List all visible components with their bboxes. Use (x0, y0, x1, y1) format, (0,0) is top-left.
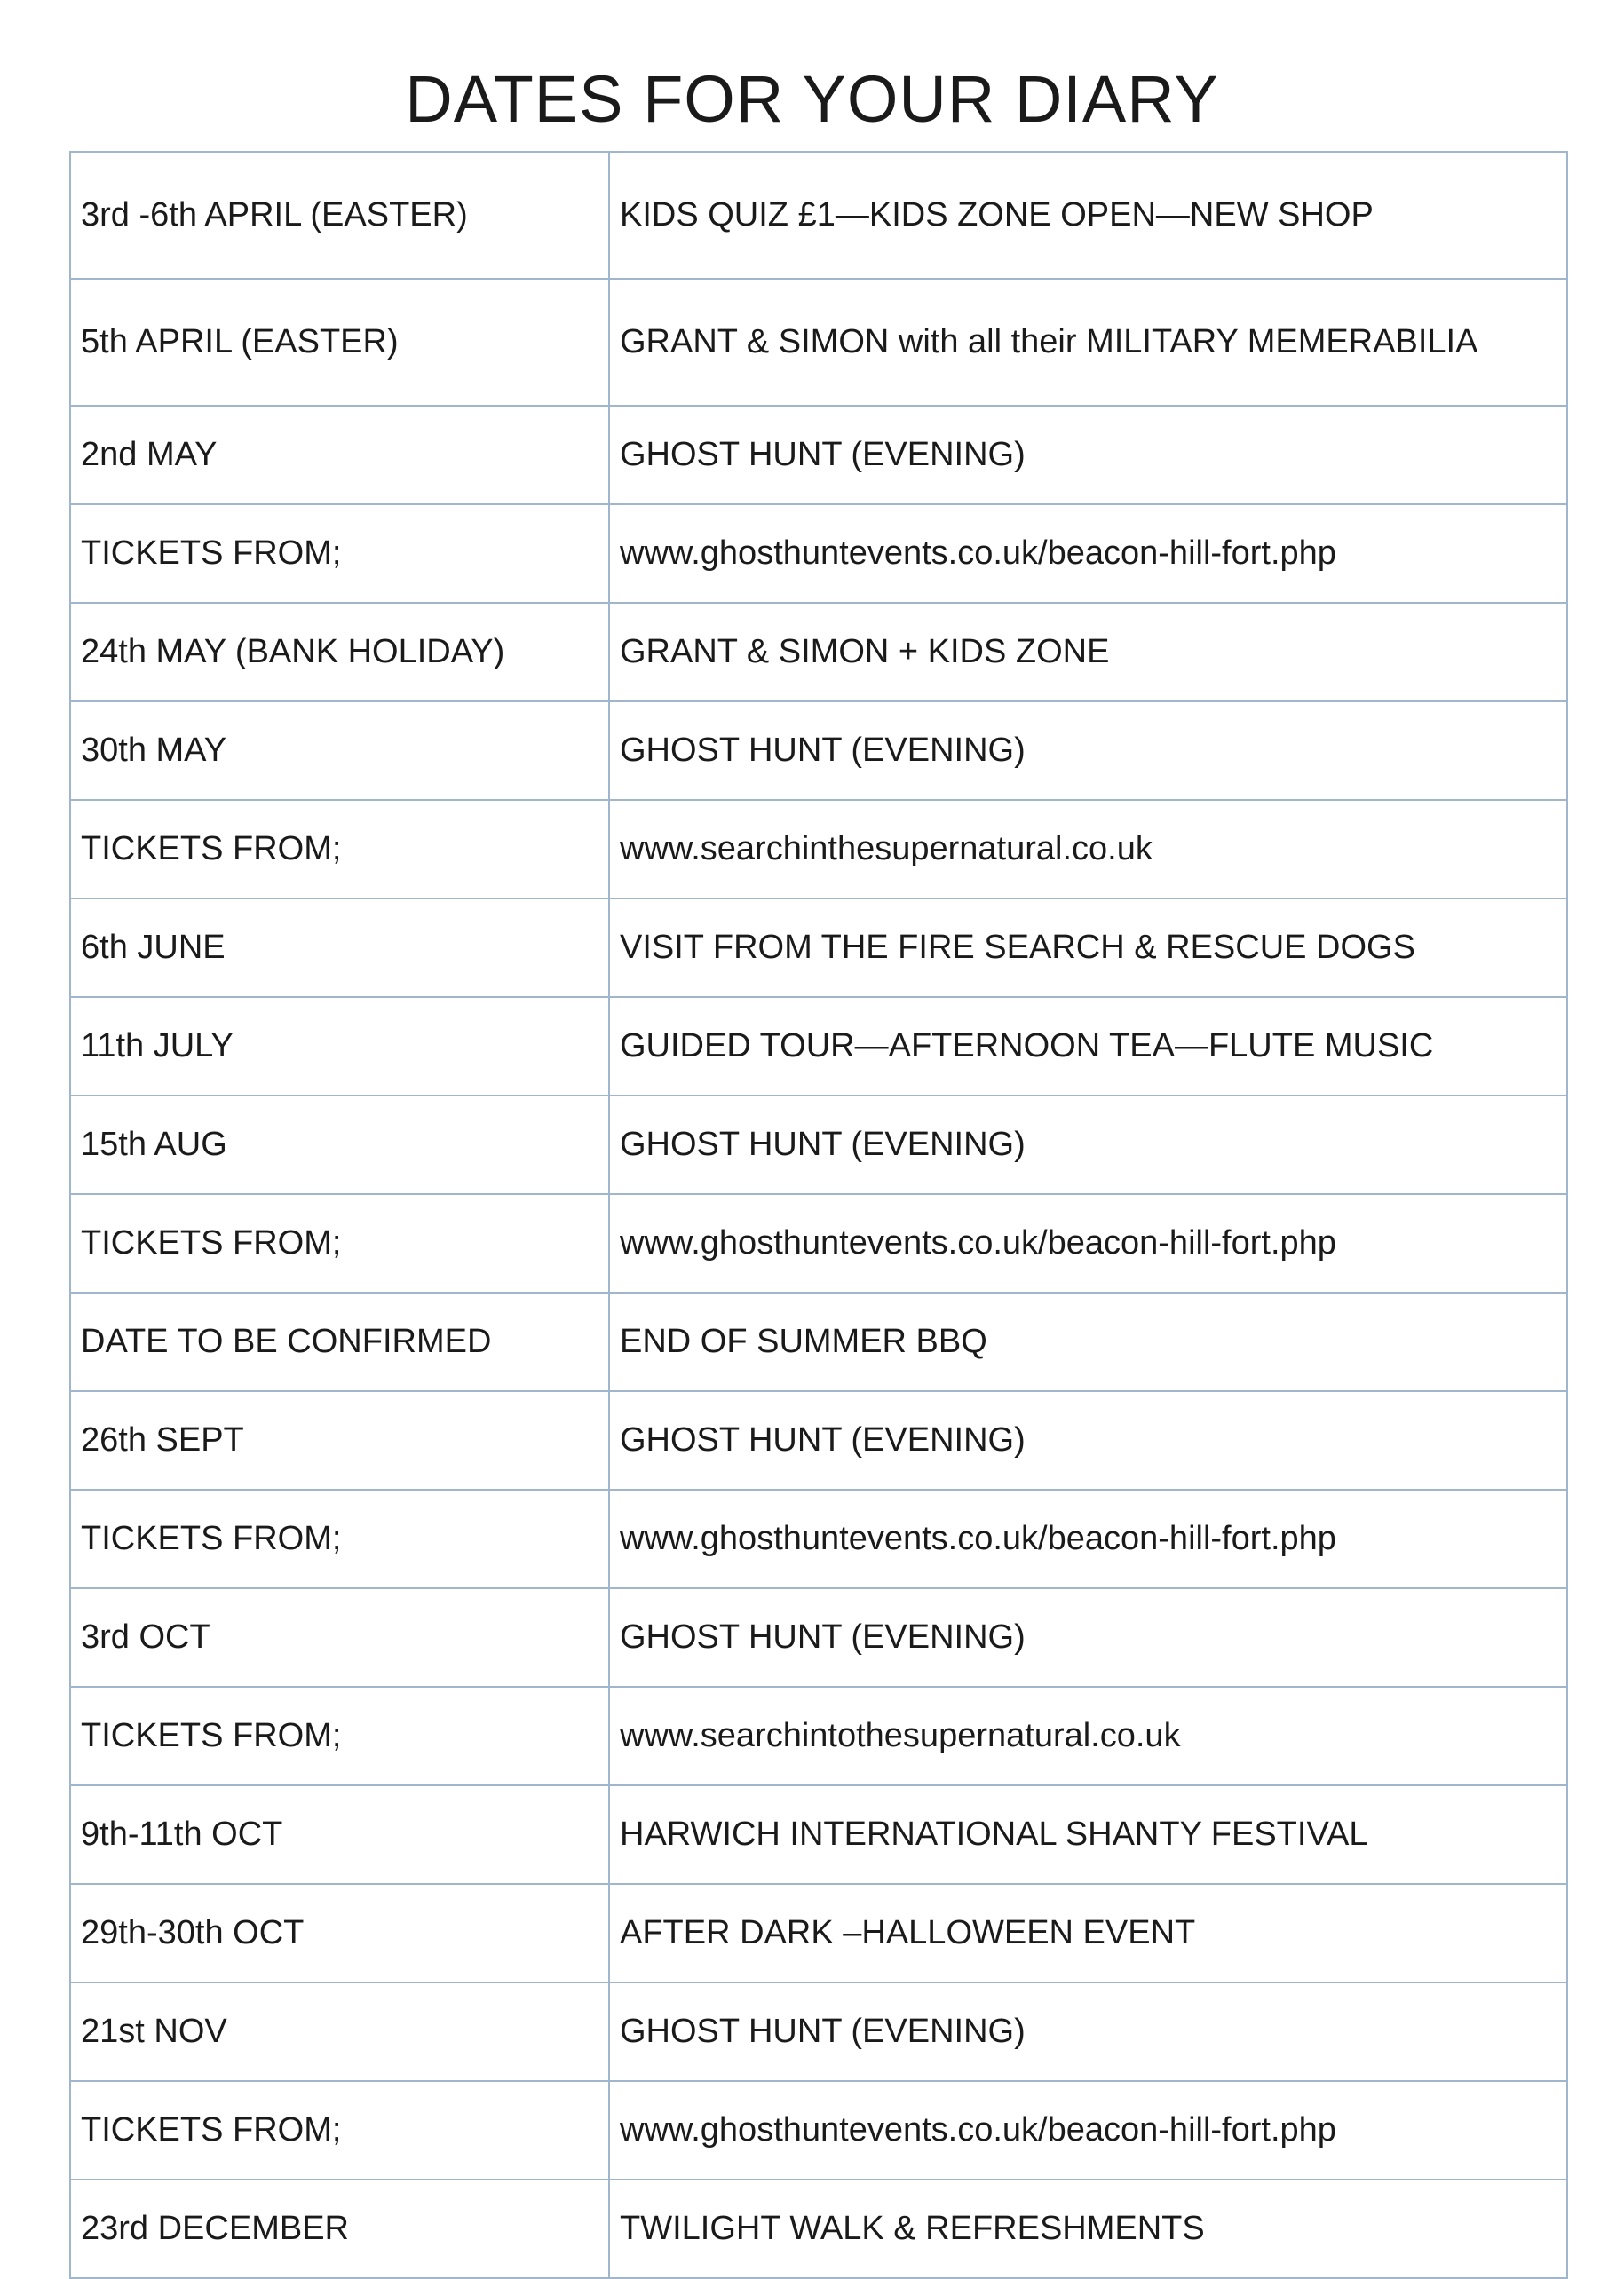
table-row (70, 1884, 1567, 1982)
event-cell: www.ghosthuntevents.co.uk/beacon-hill-fort.php (609, 1194, 1567, 1293)
date-cell: 6th JUNE (70, 898, 609, 997)
table-row (70, 1096, 1567, 1194)
event-cell: www.searchintothesupernatural.co.uk (609, 1687, 1567, 1785)
table-row (70, 1490, 1567, 1588)
event-cell: GHOST HUNT (EVENING) (609, 1982, 1567, 2081)
table-row (70, 1982, 1567, 2081)
date-cell: TICKETS FROM; (70, 1194, 609, 1293)
date-cell: 26th SEPT (70, 1391, 609, 1490)
date-cell: 11th JULY (70, 997, 609, 1096)
table-row (70, 152, 1567, 279)
table-row (70, 1293, 1567, 1391)
table-row (70, 2081, 1567, 2180)
table-row (70, 898, 1567, 997)
event-cell: www.searchinthesupernatural.co.uk (609, 800, 1567, 898)
table-row (70, 1785, 1567, 1884)
event-cell: www.ghosthuntevents.co.uk/beacon-hill-fort.php (609, 1490, 1567, 1588)
date-cell: 21st NOV (70, 1982, 609, 2081)
date-cell: 2nd MAY (70, 406, 609, 504)
event-cell: GRANT & SIMON with all their MILITARY MEMERABILIA (609, 279, 1567, 406)
event-cell: VISIT FROM THE FIRE SEARCH & RESCUE DOGS (609, 898, 1567, 997)
date-cell: 3rd OCT (70, 1588, 609, 1687)
table-row (70, 406, 1567, 504)
date-cell: DATE TO BE CONFIRMED (70, 1293, 609, 1391)
table-row (70, 1687, 1567, 1785)
event-cell: END OF SUMMER BBQ (609, 1293, 1567, 1391)
table-row (70, 1391, 1567, 1490)
event-cell: HARWICH INTERNATIONAL SHANTY FESTIVAL (609, 1785, 1567, 1884)
event-cell: GHOST HUNT (EVENING) (609, 1096, 1567, 1194)
date-cell: 24th MAY (BANK HOLIDAY) (70, 603, 609, 701)
table-row (70, 701, 1567, 800)
event-cell: AFTER DARK –HALLOWEEN EVENT (609, 1884, 1567, 1982)
event-cell: GHOST HUNT (EVENING) (609, 1588, 1567, 1687)
event-cell: TWILIGHT WALK & REFRESHMENTS (609, 2180, 1567, 2278)
date-cell: 29th-30th OCT (70, 1884, 609, 1982)
date-cell: TICKETS FROM; (70, 2081, 609, 2180)
table-row (70, 603, 1567, 701)
table-row (70, 279, 1567, 406)
event-cell: GHOST HUNT (EVENING) (609, 701, 1567, 800)
date-cell: TICKETS FROM; (70, 1490, 609, 1588)
date-cell: 9th-11th OCT (70, 1785, 609, 1884)
date-cell: 15th AUG (70, 1096, 609, 1194)
event-cell: GHOST HUNT (EVENING) (609, 1391, 1567, 1490)
date-cell: 5th APRIL (EASTER) (70, 279, 609, 406)
table-row (70, 997, 1567, 1096)
event-cell: GUIDED TOUR—AFTERNOON TEA—FLUTE MUSIC (609, 997, 1567, 1096)
event-cell: www.ghosthuntevents.co.uk/beacon-hill-fort.php (609, 2081, 1567, 2180)
table-row (70, 2180, 1567, 2278)
page-title: DATES FOR YOUR DIARY (405, 62, 1219, 136)
table-row (70, 504, 1567, 603)
date-cell: TICKETS FROM; (70, 504, 609, 603)
diary-table (69, 151, 1568, 2279)
date-cell: 30th MAY (70, 701, 609, 800)
event-cell: GRANT & SIMON + KIDS ZONE (609, 603, 1567, 701)
date-cell: TICKETS FROM; (70, 1687, 609, 1785)
table-row (70, 1588, 1567, 1687)
event-cell: KIDS QUIZ £1—KIDS ZONE OPEN—NEW SHOP (609, 152, 1567, 279)
date-cell: 23rd DECEMBER (70, 2180, 609, 2278)
table-row (70, 800, 1567, 898)
event-cell: www.ghosthuntevents.co.uk/beacon-hill-fort.php (609, 504, 1567, 603)
date-cell: 3rd -6th APRIL (EASTER) (70, 152, 609, 279)
date-cell: TICKETS FROM; (70, 800, 609, 898)
table-row (70, 1194, 1567, 1293)
event-cell: GHOST HUNT (EVENING) (609, 406, 1567, 504)
